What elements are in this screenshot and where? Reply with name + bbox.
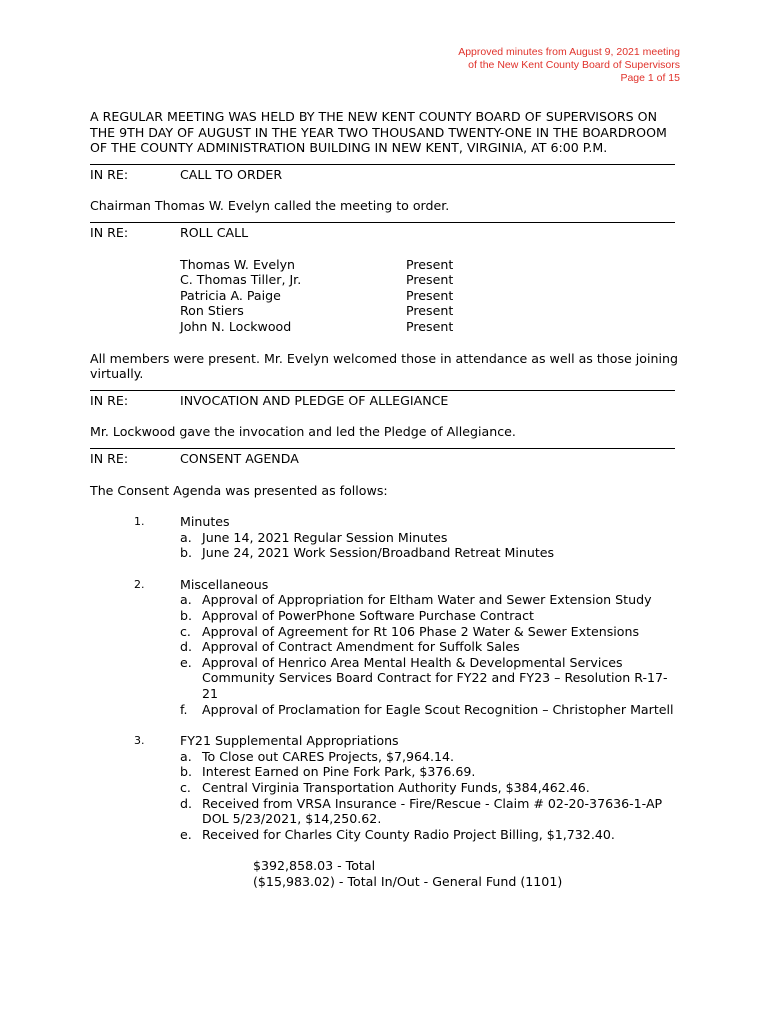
agenda-item-title: Miscellaneous (180, 576, 269, 592)
agenda-subitem: e. Received for Charles City County Radio Project Billing, $1,732.40. (180, 826, 615, 842)
section-heading-call-to-order: IN RE: CALL TO ORDER (90, 166, 283, 182)
roll-call-row: Ron Stiers Present (180, 303, 454, 319)
total-line: ($15,983.02) - Total In/Out - General Fund (1101) (253, 873, 563, 889)
roll-call-list (180, 257, 680, 335)
roll-call-row: John N. Lockwood Present (180, 318, 454, 334)
agenda-subitem: b. June 24, 2021 Work Session/Broadband Retreat Minutes (180, 545, 555, 561)
total-line: $392,858.03 - Total (253, 858, 376, 874)
header-line-1: Approved minutes from August 9, 2021 meeting (458, 46, 680, 58)
agenda-subitem: c. Central Virginia Transportation Authority Funds, $384,462.46. (180, 780, 590, 795)
intro-paragraph: A REGULAR MEETING WAS HELD BY THE NEW KENT COUNTY BOARD OF SUPERVISORS ON THE 9TH DAY OF AUGUST IN THE YEAR TWO THOUSAND TWENTY-ONE IN THE BOARDROOM OF THE COUNTY ADMINISTRATION BUILDING IN NEW KENT, VIRGINIA, AT 6:00 P.M. (90, 109, 667, 156)
section-heading-invocation: IN RE: INVOCATION AND PLEDGE OF ALLEGIANCE (90, 392, 449, 408)
consent-intro-text: The Consent Agenda was presented as follows: (90, 482, 388, 498)
agenda-item: 2. Miscellaneous a. Approval of Appropriation for Eltham Water and Sewer Extension Study b. Approval of PowerPhone Software Purchase Contract c. Approval of Agreement for Rt 106 Phase 2 Water & Sewer Extensions d. Approval of Contract Amendment for Suffolk Sales e. Approval of Henrico Area Mental Health & Developmental Services Community Services Board Contract for FY22 and FY23 – Resolution R-17-21 f. Approval of Proclamation for Eagle Scout Recognition – Christopher Martell (90, 577, 680, 717)
agenda-subitem: a. June 14, 2021 Regular Session Minutes (180, 529, 448, 545)
agenda-subitem: d. Approval of Contract Amendment for Suffolk Sales (180, 639, 520, 655)
section-heading-roll-call: IN RE: ROLL CALL (90, 224, 249, 240)
agenda-item: 3. FY21 Supplemental Appropriations a. To Close out CARES Projects, $7,964.14. b. Interest Earned on Pine Fork Park, $376.69. c. Central Virginia Transportation Authority Funds, $384,462.46. d. Received from VRSA Insurance - Fire/Rescue - Claim # 02-20-37636-1-AP DOL 5/23/2021, $14,250.62. e. Received for Charles City County Radio Project Billing, $1,732.40. (90, 733, 680, 842)
agenda-subitem: a. Approval of Appropriation for Eltham Water and Sewer Extension Study (180, 592, 652, 608)
agenda-subitem: a. To Close out CARES Projects, $7,964.14. (180, 748, 455, 764)
roll-call-row: Thomas W. Evelyn Present (180, 256, 454, 272)
agenda-subitem: d. Received from VRSA Insurance - Fire/Rescue - Claim # 02-20-37636-1-AP DOL 5/23/2021, $14,250.62. (180, 795, 663, 827)
agenda-item: 1. Minutes a. June 14, 2021 Regular Session Minutes b. June 24, 2021 Work Session/Broadband Retreat Minutes (90, 514, 680, 561)
agenda-subitem: e. Approval of Henrico Area Mental Health & Developmental Services Community Services Board Contract for FY22 and FY23 – Resolution R-17-21 (180, 654, 668, 702)
call-to-order-text: Chairman Thomas W. Evelyn called the meeting to order. (90, 198, 450, 214)
section-title: INVOCATION AND PLEDGE OF ALLEGIANCE (180, 392, 449, 408)
page-header (458, 46, 680, 85)
section-title: ROLL CALL (180, 224, 249, 240)
roll-call-text: All members were present. Mr. Evelyn welcomed those in attendance as well as those joining virtually. (90, 350, 678, 382)
agenda-subitem: b. Approval of PowerPhone Software Purchase Contract (180, 608, 534, 624)
divider (90, 164, 675, 165)
divider (90, 390, 675, 391)
header-line-2: of the New Kent County Board of Supervisors (468, 59, 680, 71)
agenda-subitem: b. Interest Earned on Pine Fork Park, $376.69. (180, 764, 476, 780)
agenda-item-title: Minutes (180, 514, 230, 530)
header-page-number: Page 1 of 15 (620, 72, 680, 84)
document-body (90, 109, 680, 890)
appropriation-totals (253, 858, 680, 889)
section-title: CONSENT AGENDA (180, 450, 299, 466)
roll-call-row: C. Thomas Tiller, Jr. Present (180, 272, 454, 288)
divider (90, 222, 675, 223)
agenda-item-title: FY21 Supplemental Appropriations (180, 733, 399, 749)
section-heading-consent-agenda: IN RE: CONSENT AGENDA (90, 450, 299, 466)
divider (90, 448, 675, 449)
agenda-subitem: f. Approval of Proclamation for Eagle Scout Recognition – Christopher Martell (180, 701, 674, 717)
section-title: CALL TO ORDER (180, 166, 283, 182)
invocation-text: Mr. Lockwood gave the invocation and led the Pledge of Allegiance. (90, 424, 516, 440)
agenda-subitem: c. Approval of Agreement for Rt 106 Phase 2 Water & Sewer Extensions (180, 623, 640, 639)
roll-call-row: Patricia A. Paige Present (180, 287, 454, 303)
